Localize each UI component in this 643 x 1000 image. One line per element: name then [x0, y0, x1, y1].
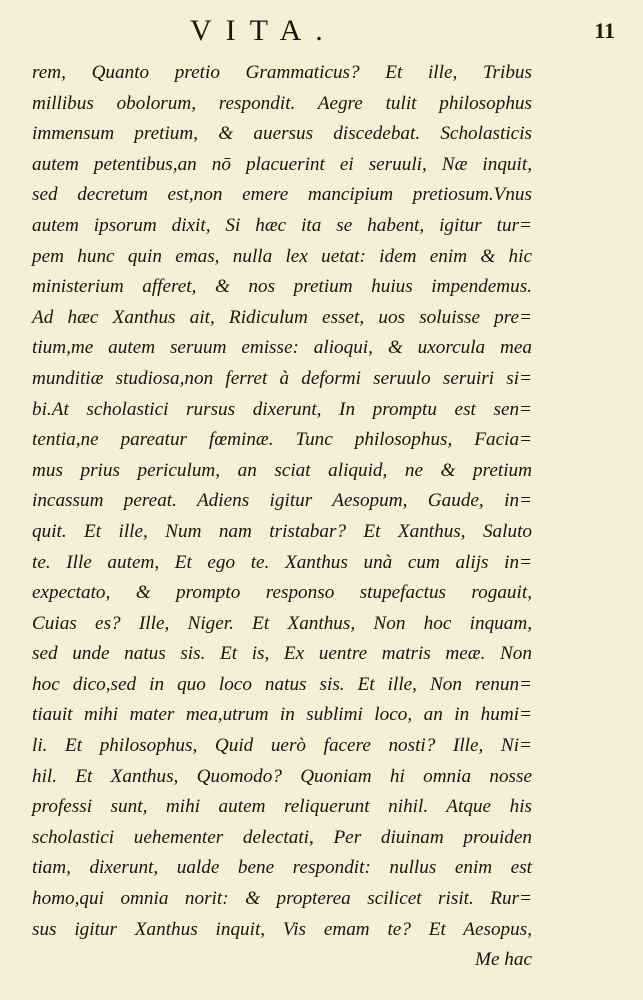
text-line: Ad hæc Xanthus ait, Ridiculum esset, uos soluisse pre=: [32, 306, 532, 328]
text-line: tiam, dixerunt, ualde bene respondit: nullus enim est: [32, 857, 532, 879]
text-line: quit. Et ille, Num nam tristabar? Et Xanthus, Saluto: [32, 520, 532, 542]
text-line: rem, Quanto pretio Grammaticus? Et ille, Tribus: [32, 62, 532, 83]
text-line: immensum pretium, & auersus discedebat. Scholasticis: [32, 123, 532, 145]
running-head: VITA.: [190, 14, 337, 47]
text-line: professi sunt, mihi autem reliquerunt nihil. Atque his: [32, 796, 532, 818]
text-line: sed decretum est,non emere mancipium pretiosum.Vnus: [32, 184, 532, 206]
text-line: scholastici uehementer delectati, Per diuinam prouiden: [32, 826, 532, 848]
text-line: tiauit mihi mater mea,utrum in sublimi loco, an in humi=: [32, 704, 532, 726]
text-line: pem hunc quin emas, nulla lex uetat: idem enim & hic: [32, 245, 532, 267]
text-line: homo,qui omnia norit: & propterea scilicet risit. Rur=: [32, 888, 532, 910]
text-line: sus igitur Xanthus inquit, Vis emam te? Et Aesopus,: [32, 918, 532, 940]
text-line: hoc dico,sed in quo loco natus sis. Et ille, Non renun=: [32, 673, 532, 695]
text-line: autem petentibus,an nō placuerint ei seruuli, Næ inquit,: [32, 153, 532, 175]
text-line: expectato, & prompto responso stupefactus rogauit,: [32, 582, 532, 604]
page-number: 11: [594, 18, 615, 43]
text-line: tentia,ne pareatur fœminæ. Tunc philosophus, Facia=: [32, 429, 532, 451]
text-line: hil. Et Xanthus, Quomodo? Quoniam hi omnia nosse: [32, 765, 532, 787]
text-line: incassum pereat. Adiens igitur Aesopum, Gaude, in=: [32, 490, 532, 512]
catchword-line: Me hac: [474, 949, 532, 971]
text-block: [32, 58, 532, 976]
page-header: [0, 14, 643, 54]
text-line: munditiæ studiosa,non ferret à deformi seruulo seruiri si=: [32, 367, 532, 389]
text-line: li. Et philosophus, Quid uerò facere nosti? Ille, Ni=: [32, 735, 532, 757]
text-line: te. Ille autem, Et ego te. Xanthus unà cum alijs in=: [32, 551, 532, 573]
text-line: Cuias es? Ille, Niger. Et Xanthus, Non hoc inquam,: [32, 612, 532, 634]
text-line: ministerium afferet, & nos pretium huius impendemus.: [32, 276, 532, 298]
text-line: tium,me autem seruum emisse: alioqui, & uxorcula mea: [32, 337, 532, 359]
text-line: bi.At scholastici rursus dixerunt, In promptu est sen=: [32, 398, 532, 420]
text-line: autem ipsorum dixit, Si hæc ita se habent, igitur tur=: [32, 214, 532, 236]
text-line: millibus obolorum, respondit. Aegre tulit philosophus: [32, 92, 532, 114]
text-line: sed unde natus sis. Et is, Ex uentre matris meæ. Non: [32, 643, 532, 665]
text-line: mus prius periculum, an sciat aliquid, ne & pretium: [32, 459, 532, 481]
